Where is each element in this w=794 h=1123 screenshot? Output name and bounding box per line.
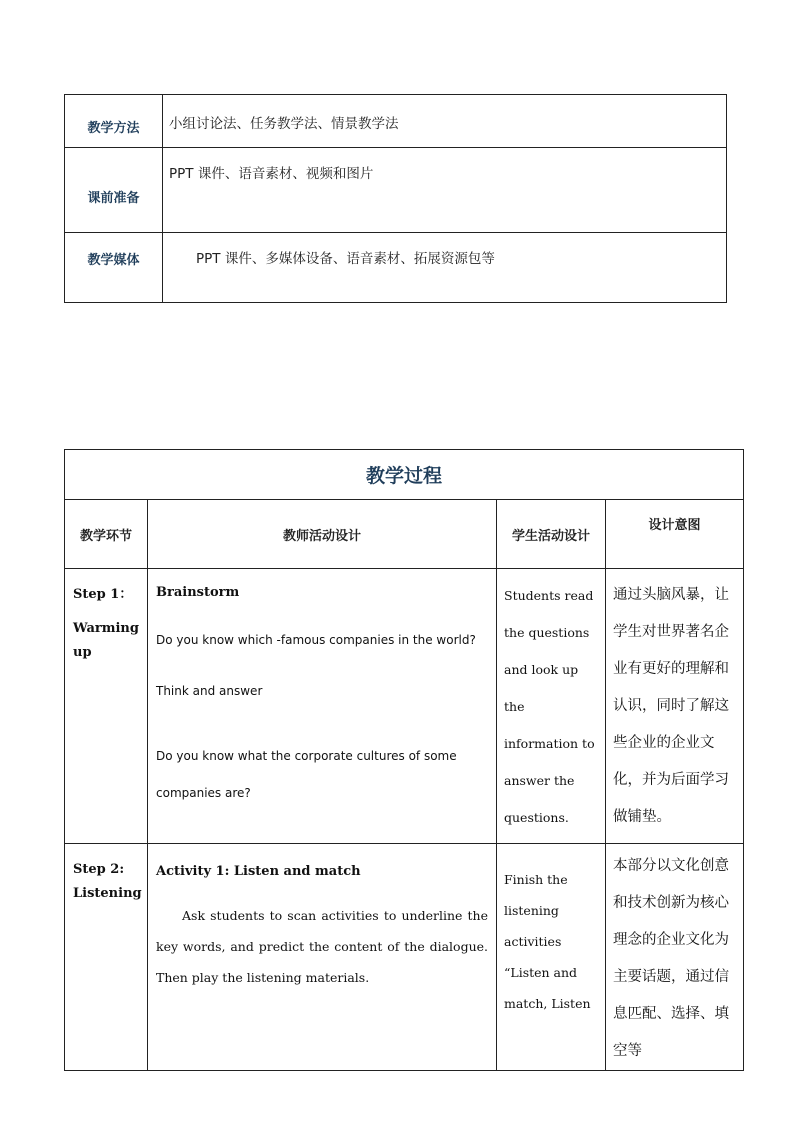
step2-cell: [65, 844, 148, 1071]
info-label: [65, 233, 163, 303]
step1-number: Step 1：: [73, 587, 133, 602]
info-table: [64, 94, 727, 303]
step1-name: Warming up: [73, 621, 139, 660]
info-label: [65, 148, 163, 233]
step2-heading: Activity 1: Listen and match: [156, 864, 361, 879]
step2-body: Ask students to scan activities to underline the key words, and predict the content of the dialogue. Then play the listening materials.: [156, 908, 488, 985]
info-value: [163, 95, 727, 148]
info-row-media: [65, 233, 727, 303]
header-student: 学生活动设计: [497, 500, 606, 569]
step1-cell: [65, 569, 148, 844]
info-value: [163, 233, 727, 303]
step2-row: [65, 844, 744, 1071]
preparation-value: PPT 课件、语音素材、视频和图片: [169, 166, 374, 182]
media-label: 教学媒体: [87, 253, 140, 268]
step1-student-cell: Students read the questions and look up the information to answer the questions.: [497, 569, 606, 844]
info-row-preparation: [65, 148, 727, 233]
methods-label: 教学方法: [87, 121, 140, 136]
methods-value: 小组讨论法、任务教学法、情景教学法: [169, 116, 399, 132]
step2-number: Step 2:: [73, 862, 125, 877]
step1-heading: Brainstorm: [156, 585, 240, 600]
header-stage: 教学环节: [65, 500, 148, 569]
process-title: 教学过程: [65, 450, 744, 500]
step1-row: [65, 569, 744, 844]
step1-question2: Do you know what the corporate cultures of some companies are?: [156, 749, 457, 800]
preparation-label: 课前准备: [87, 191, 140, 206]
step2-student-cell: Finish the listening activities “Listen and match, Listen: [497, 844, 606, 1071]
step2-name: Listening: [73, 886, 142, 901]
step1-sub: Think and answer: [156, 684, 263, 698]
info-value: [163, 148, 727, 233]
header-intent: 设计意图: [606, 500, 744, 569]
info-label: [65, 95, 163, 148]
media-value: PPT 课件、多媒体设备、语音素材、拓展资源包等: [196, 251, 495, 267]
process-header-row: [65, 500, 744, 569]
info-row-methods: [65, 95, 727, 148]
step1-question1: Do you know which -famous companies in the world?: [156, 633, 476, 647]
step1-teacher-cell: [148, 569, 497, 844]
process-table: [64, 449, 744, 1071]
step2-teacher-cell: [148, 844, 497, 1071]
header-teacher: 教师活动设计: [148, 500, 497, 569]
step1-intent-cell: 通过头脑风暴，让学生对世界著名企业有更好的理解和认识，同时了解这些企业的企业文化，并为后面学习做铺垫。: [606, 569, 744, 844]
step2-intent-cell: 本部分以文化创意和技术创新为核心理念的企业文化为主要话题，通过信息匹配、选择、填空等: [606, 844, 744, 1071]
